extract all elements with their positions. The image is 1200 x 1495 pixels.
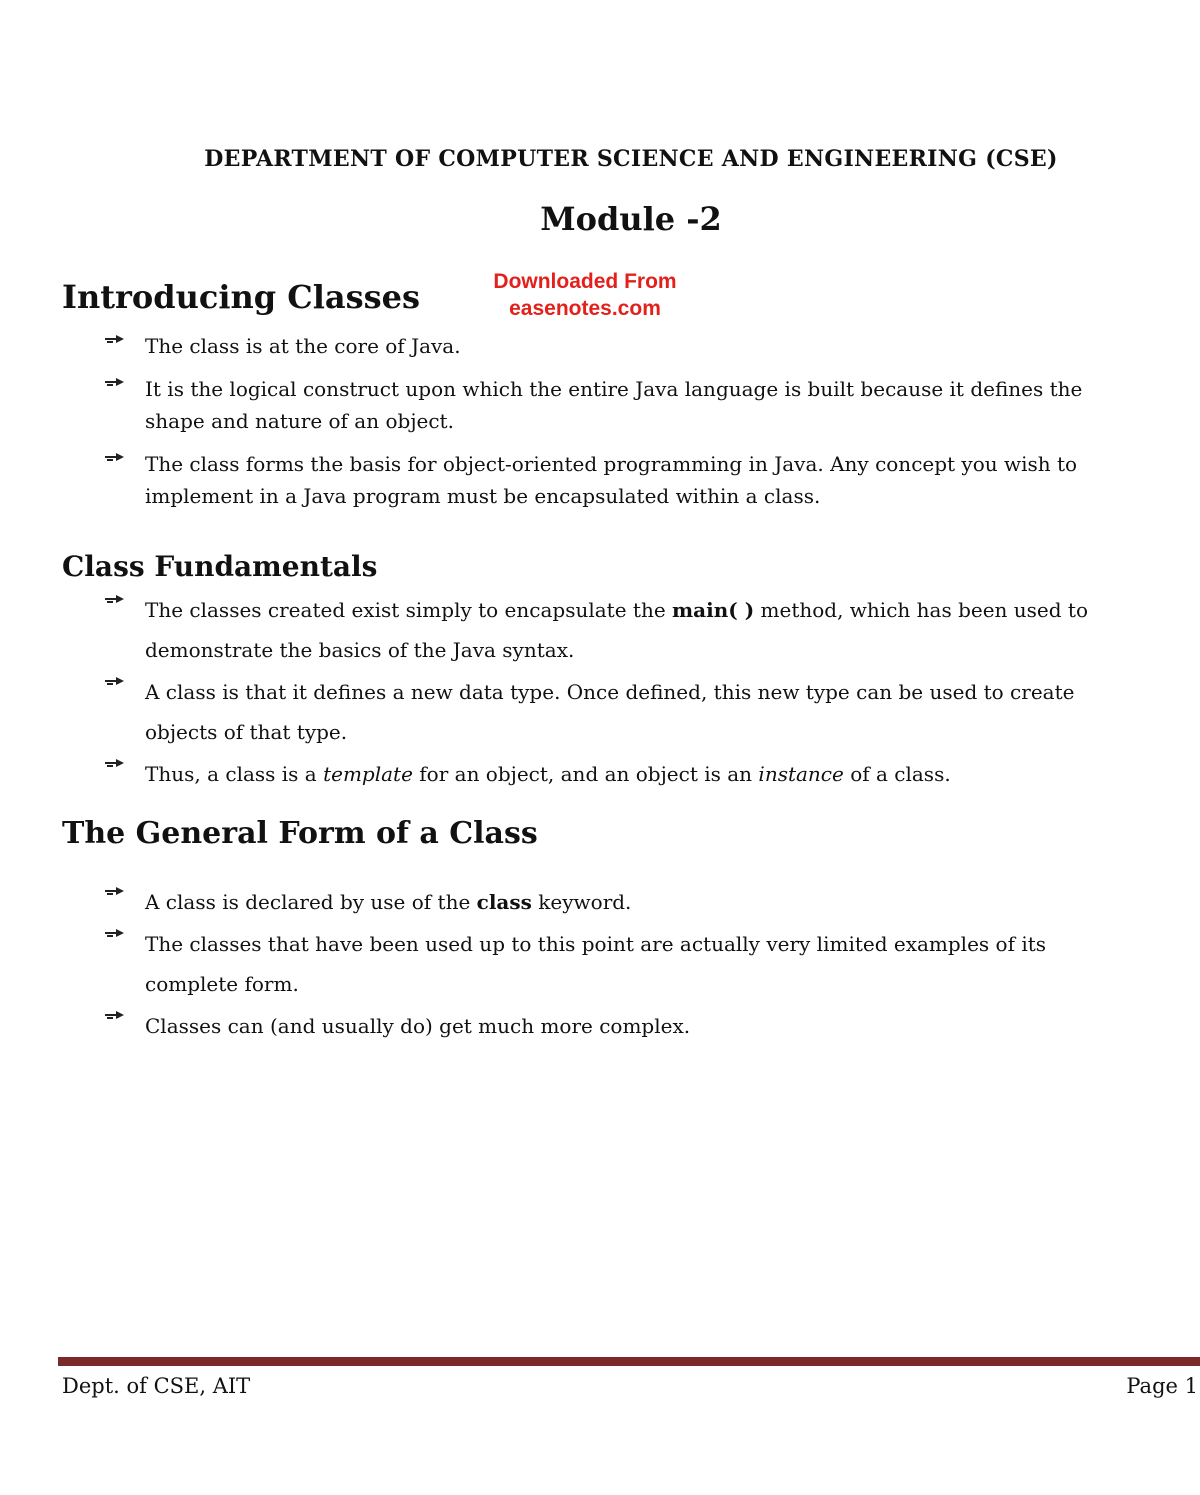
pointing-hand-icon <box>104 924 126 942</box>
bullet-text: The class is at the core of Java. <box>145 334 461 358</box>
watermark-line-1: Downloaded From <box>493 270 677 293</box>
bullet-text-part: The classes created exist simply to encapsulate the <box>145 598 673 622</box>
section-heading-class-fundamentals: Class Fundamentals <box>62 550 378 583</box>
pointing-hand-icon <box>104 448 126 466</box>
pointing-hand-icon <box>104 754 126 772</box>
pointing-hand-icon <box>104 590 126 608</box>
bullet-text: Classes can (and usually do) get much more complex. <box>145 1014 691 1038</box>
list-item <box>104 924 1139 1004</box>
watermark <box>470 268 700 322</box>
page-number: Page 1 <box>1126 1374 1198 1398</box>
keyword-class: class <box>476 890 532 914</box>
department-title: DEPARTMENT OF COMPUTER SCIENCE AND ENGINEERING (CSE) <box>204 146 1058 172</box>
footer-rule <box>58 1357 1200 1366</box>
pointing-hand-icon <box>104 672 126 690</box>
pointing-hand-icon <box>104 882 126 900</box>
list-item <box>104 330 1139 362</box>
list-item <box>104 754 1139 794</box>
bullet-list-general-form <box>104 882 1139 1048</box>
bullet-text: A class is that it defines a new data type. Once defined, this new type can be used to create objects of that type. <box>145 680 1075 744</box>
section-heading-introducing-classes: Introducing Classes <box>62 278 421 316</box>
section-heading-general-form: The General Form of a Class <box>62 816 538 851</box>
pointing-hand-icon <box>104 373 126 391</box>
list-item <box>104 672 1139 752</box>
emphasis-template: template <box>323 762 413 786</box>
list-item <box>104 373 1139 437</box>
bullet-text: The classes that have been used up to this point are actually very limited examples of its complete form. <box>145 932 1047 996</box>
keyword-main-method: main( ) <box>672 598 755 622</box>
footer-department: Dept. of CSE, AIT <box>62 1374 251 1398</box>
pointing-hand-icon <box>104 1006 126 1024</box>
bullet-text: The class forms the basis for object-oriented programming in Java. Any concept you wish to implement in a Java program must be encapsulated within a class. <box>145 452 1078 508</box>
bullet-text-part: method, which has been used to demonstrate the basics of the Java syntax. <box>145 598 1088 662</box>
bullet-list-introducing-classes <box>104 330 1139 523</box>
bullet-text-part: Thus, a class is a <box>145 762 324 786</box>
list-item <box>104 1006 1139 1046</box>
emphasis-instance: instance <box>758 762 844 786</box>
bullet-text-part: keyword. <box>531 890 632 914</box>
bullet-text: It is the logical construct upon which the entire Java language is built because it defines the shape and nature of an object. <box>145 377 1083 433</box>
list-item <box>104 882 1139 922</box>
bullet-text-part: for an object, and an object is an <box>412 762 759 786</box>
bullet-list-class-fundamentals <box>104 590 1139 796</box>
bullet-text-part: of a class. <box>843 762 951 786</box>
list-item <box>104 448 1139 512</box>
list-item <box>104 590 1139 670</box>
bullet-text-part: A class is declared by use of the <box>145 890 477 914</box>
pointing-hand-icon <box>104 330 126 348</box>
module-title: Module -2 <box>540 200 722 238</box>
watermark-line-2: easenotes.com <box>509 297 661 320</box>
